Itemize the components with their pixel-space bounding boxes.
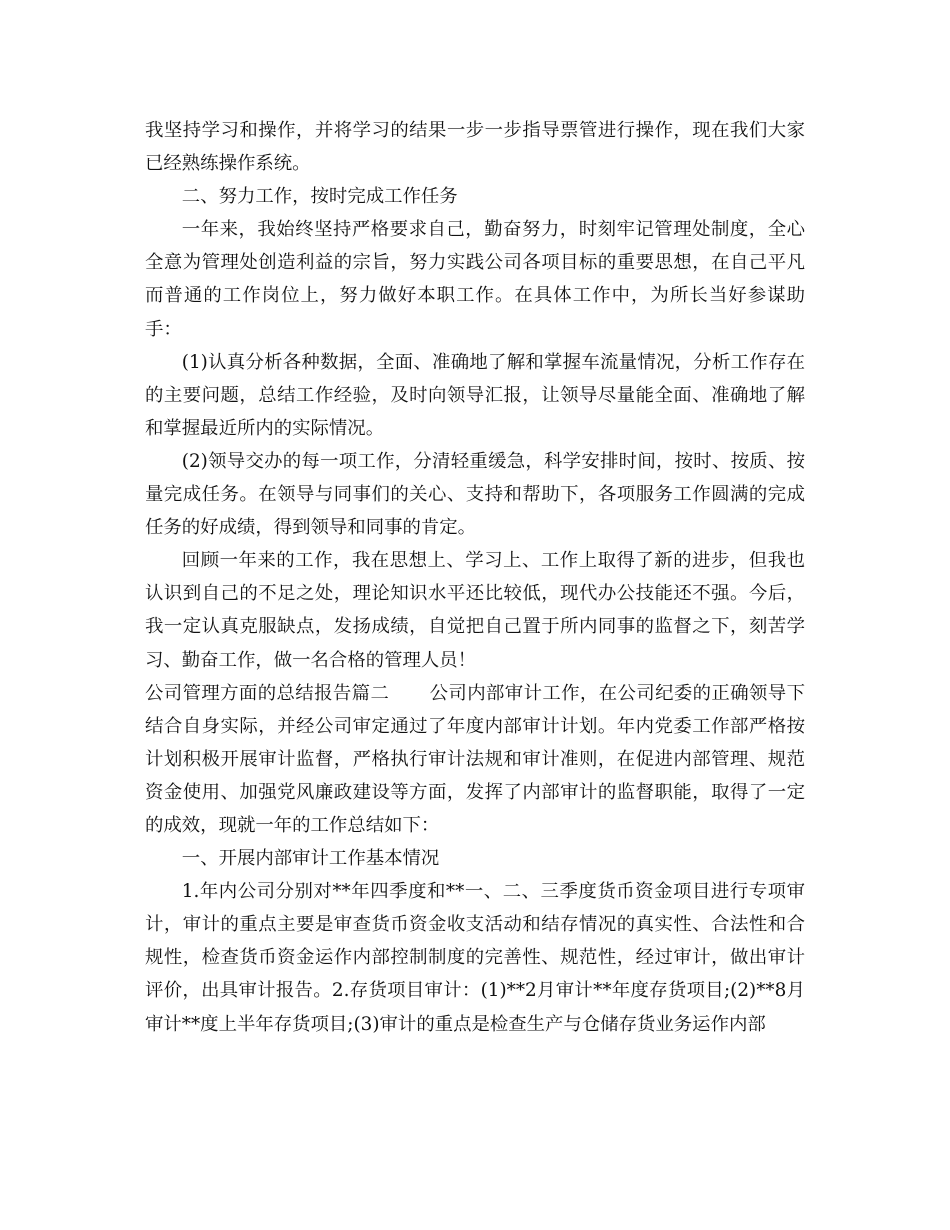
paragraph-review: 回顾一年来的工作，我在思想上、学习上、工作上取得了新的进步，但我也认识到自己的不足之处，理论知识水平还比较低，现代办公技能还不强。今后，我一定认真克服缺点，发扬成绩，自觉把自己置于所内同事的监督之下，刻苦学习、勤奋工作，做一名合格的管理人员！	[145, 550, 805, 671]
document-page	[145, 114, 805, 1041]
paragraph-audit-details: 1.年内公司分别对**年四季度和**一、二、三季度货币资金项目进行专项审计，审计的重点主要是审查货币资金收支活动和结存情况的真实性、合法性和合规性，检查货币资金运作内部控制制度的完善性、规范性，经过审计，做出审计评价，出具审计报告。2.存货项目审计：(1)**2月审计**年度存货项目;(2)**8月审计**度上半年存货项目;(3)审计的重点是检查生产与仓储存货业务运作内部	[145, 881, 805, 1035]
section-block	[145, 677, 805, 842]
paragraph-intro: 我坚持学习和操作，并将学习的结果一步一步指导票管进行操作，现在我们大家已经熟练操作系统。	[145, 120, 805, 175]
heading-audit-basics: 一、开展内部审计工作基本情况	[181, 848, 440, 870]
section-title: 公司管理方面的总结报告篇二	[145, 682, 390, 704]
paragraph-item-1: (1)认真分析各种数据，全面、准确地了解和掌握车流量情况，分析工作存在的主要问题，总结工作经验，及时向领导汇报，让领导尽量能全面、准确地了解和掌握最近所内的实际情况。	[145, 351, 805, 439]
heading-work-tasks: 二、努力工作，按时完成工作任务	[181, 186, 458, 208]
paragraph-year-summary: 一年来，我始终坚持严格要求自己，勤奋努力，时刻牢记管理处制度，全心全意为管理处创造利益的宗旨，努力实践公司各项目标的重要思想，在自己平凡而普通的工作岗位上，努力做好本职工作。在具体工作中，为所长当好参谋助手：	[145, 219, 805, 340]
section-intro: 公司内部审计工作，在公司纪委的正确领导下结合自身实际，并经公司审定通过了年度内部审计计划。年内党委工作部严格按计划积极开展审计监督，严格执行审计法规和审计准则，在促进内部管理、规范资金使用、加强党风廉政建设等方面，发挥了内部审计的监督职能，取得了一定的成效，现就一年的工作总结如下：	[145, 682, 805, 836]
paragraph-item-2: (2)领导交办的每一项工作，分清轻重缓急，科学安排时间，按时、按质、按量完成任务。在领导与同事们的关心、支持和帮助下，各项服务工作圆满的完成任务的好成绩，得到领导和同事的肯定。	[145, 450, 805, 539]
